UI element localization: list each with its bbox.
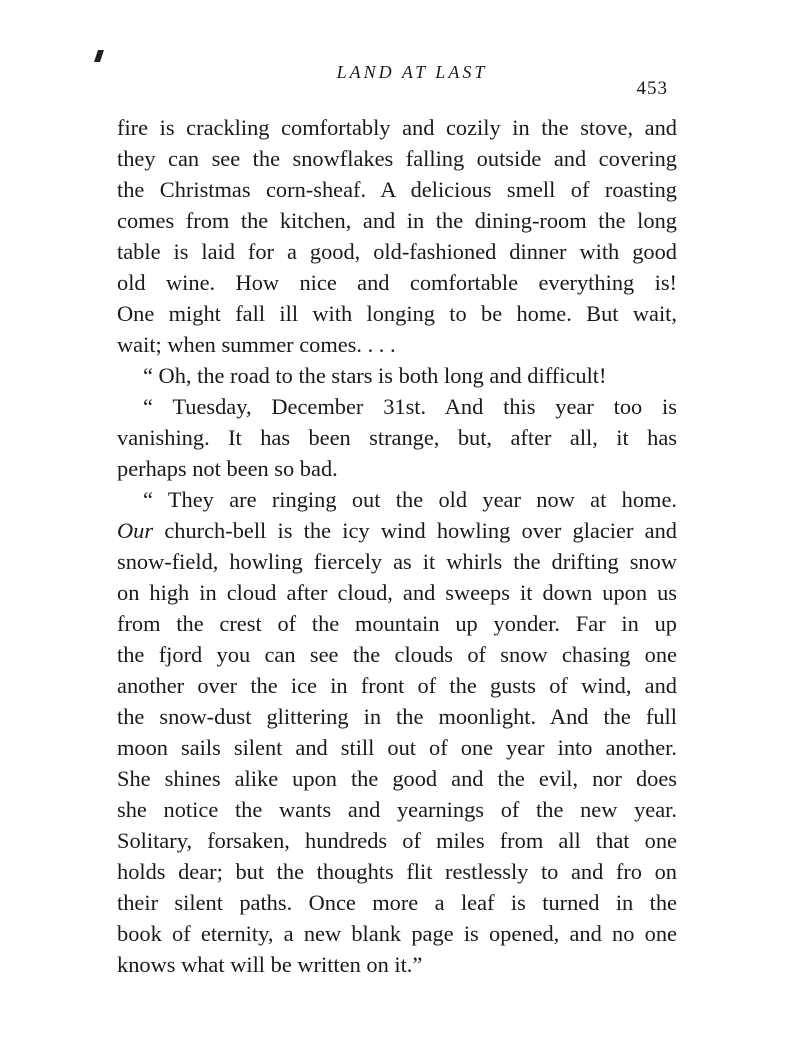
text-line: “ They are ringing out the old year now at home.	[143, 487, 677, 512]
text-line: One might fall ill with longing to be home. But wait,	[117, 301, 677, 326]
text-line: their silent paths. Once more a leaf is turned in the	[117, 890, 677, 915]
text-line: she notice the wants and yearnings of the new year.	[117, 797, 677, 822]
text-line: vanishing. It has been strange, but, after all, it has	[117, 425, 677, 450]
text-line: old wine. How nice and comfortable everything is!	[117, 270, 677, 295]
text-line: fire is crackling comfortably and cozily in the stove, and	[117, 115, 677, 140]
text-line: Solitary, forsaken, hundreds of miles from all that one	[117, 828, 677, 853]
text-line-with-italic	[117, 515, 677, 546]
text-line: from the crest of the mountain up yonder. Far in up	[117, 611, 677, 636]
text-line: knows what will be written on it.”	[117, 952, 423, 977]
text-line: they can see the snowflakes falling outside and covering	[117, 146, 677, 171]
text-line: “ Tuesday, December 31st. And this year too is	[143, 394, 677, 419]
body-text	[117, 112, 677, 980]
text-line: holds dear; but the thoughts flit restlessly to and fro on	[117, 859, 677, 884]
text-line: snow-field, howling fiercely as it whirls the drifting snow	[117, 549, 677, 574]
text-line: comes from the kitchen, and in the dining-room the long	[117, 208, 677, 233]
text-line: She shines alike upon the good and the evil, nor does	[117, 766, 677, 791]
text-line-rest: church-bell is the icy wind howling over glacier and	[164, 518, 677, 543]
text-line: book of eternity, a new blank page is opened, and no one	[117, 921, 677, 946]
printer-mark	[94, 50, 104, 62]
running-title: LAND AT LAST	[336, 62, 488, 82]
text-line: another over the ice in front of the gusts of wind, and	[117, 673, 677, 698]
text-line: the snow-dust glittering in the moonlight. And the full	[117, 704, 677, 729]
text-line: moon sails silent and still out of one year into another.	[117, 735, 677, 760]
text-line: perhaps not been so bad.	[117, 456, 338, 481]
text-line: wait; when summer comes. . . .	[117, 332, 396, 357]
text-line: table is laid for a good, old-fashioned dinner with good	[117, 239, 677, 264]
running-head	[0, 62, 800, 83]
text-line: on high in cloud after cloud, and sweeps it down upon us	[117, 580, 677, 605]
text-line: the fjord you can see the clouds of snow chasing one	[117, 642, 677, 667]
page-number: 453	[636, 78, 668, 99]
text-line: the Christmas corn-sheaf. A delicious smell of roasting	[117, 177, 677, 202]
text-line: “ Oh, the road to the stars is both long and difficult!	[143, 363, 607, 388]
italic-word: Our	[117, 518, 154, 543]
